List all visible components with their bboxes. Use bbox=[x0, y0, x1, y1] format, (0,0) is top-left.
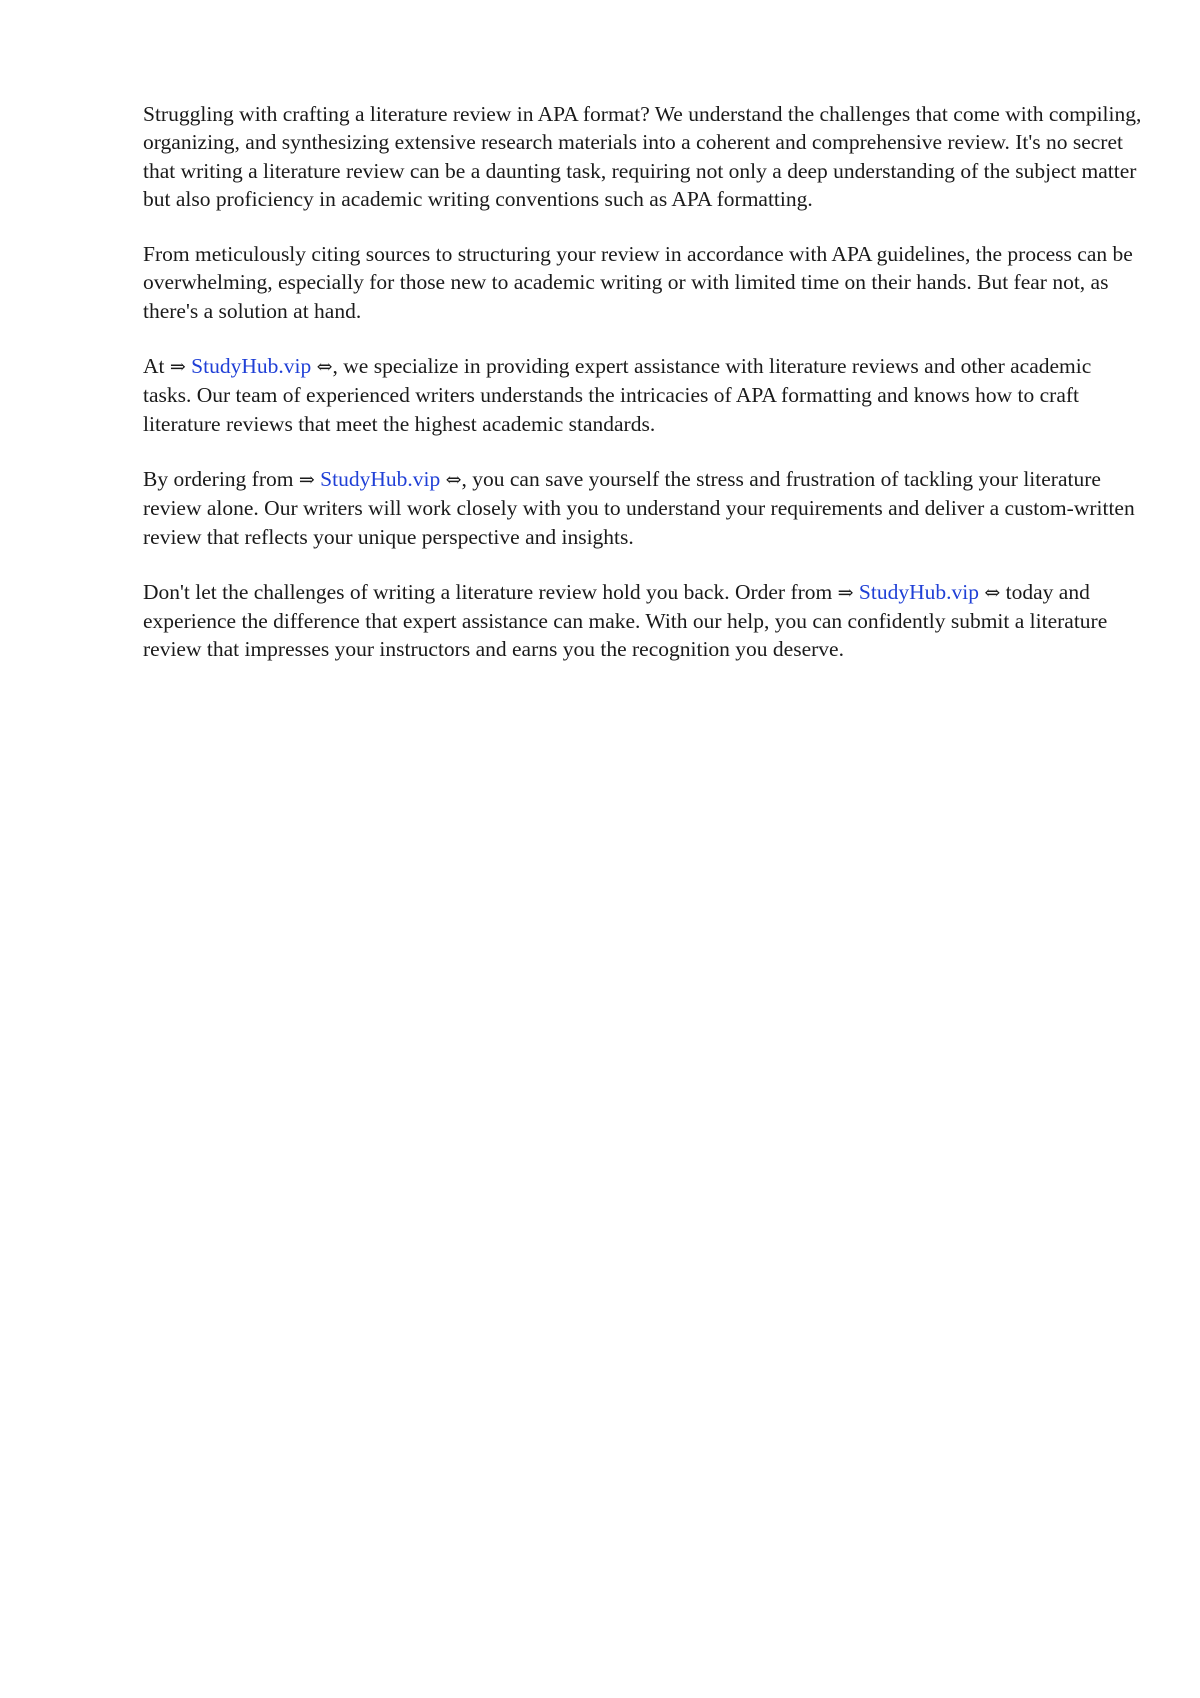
document-body bbox=[143, 100, 1143, 691]
paragraph-closing-text: today and experience the difference that expert assistance can make. With our help, you can confidently submit a literature review that impresses your instructors and earns you the recognition you deserve. bbox=[143, 579, 1108, 662]
studyhub-link[interactable]: StudyHub.vip bbox=[858, 579, 979, 604]
paragraph-service-lead: At bbox=[143, 354, 170, 379]
paragraph-closing bbox=[143, 578, 1143, 664]
paragraph-service bbox=[143, 352, 1143, 438]
right-arrow-icon: ⇒ bbox=[169, 356, 186, 379]
paragraph-service-text: , we specialize in providing expert assistance with literature reviews and other academic tasks. Our team of experienced writers understands the intricacies of APA formatting and knows how to craft literature reviews that meet the highest academic standards. bbox=[143, 354, 1092, 436]
paragraph-ordering bbox=[143, 465, 1143, 551]
right-arrow-icon: ⇒ bbox=[298, 468, 315, 491]
double-arrow-icon: ⇔ bbox=[984, 581, 1001, 604]
paragraph-closing-lead: Don't let the challenges of writing a literature review hold you back. Order from bbox=[143, 579, 838, 604]
paragraph-intro bbox=[143, 100, 1143, 213]
studyhub-link[interactable]: StudyHub.vip bbox=[320, 466, 441, 491]
paragraph-process-text: From meticulously citing sources to structuring your review in accordance with APA guidelines, the process can be overwhelming, especially for those new to academic writing or with limited time on their hands. But fear not, as there's a solution at hand. bbox=[143, 242, 1133, 323]
paragraph-intro-text: Struggling with crafting a literature review in APA format? We understand the challenges that come with compiling, organizing, and synthesizing extensive research materials into a coherent and comprehensive review. It's no secret that writing a literature review can be a daunting task, requiring not only a deep understanding of the subject matter but also proficiency in academic writing conventions such as APA formatting. bbox=[143, 102, 1142, 211]
double-arrow-icon: ⇔ bbox=[445, 468, 462, 491]
paragraph-ordering-text: , you can save yourself the stress and frustration of tackling your literature review alone. Our writers will work closely with you to understand your requirements and deliver a custom-written review that reflects your unique perspective and insights. bbox=[143, 466, 1135, 549]
paragraph-process bbox=[143, 240, 1143, 325]
right-arrow-icon: ⇒ bbox=[837, 581, 854, 604]
studyhub-link[interactable]: StudyHub.vip bbox=[191, 354, 312, 379]
paragraph-ordering-lead: By ordering from bbox=[143, 466, 299, 491]
double-arrow-icon: ⇔ bbox=[316, 356, 333, 379]
